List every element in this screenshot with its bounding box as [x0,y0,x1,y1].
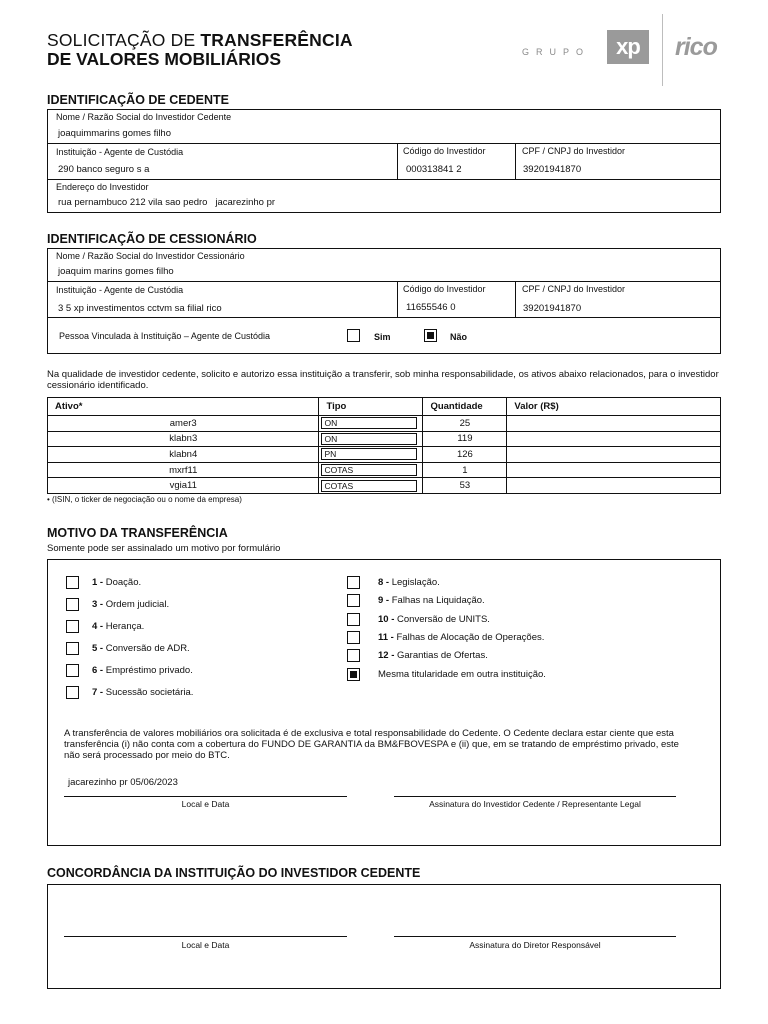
table-row [48,431,721,447]
cessionario-instituicao-label: Instituição - Agente de Custódia [56,285,184,295]
motivo-item-5: 5 - Conversão de ADR. [92,643,190,654]
concordancia-assinatura-line[interactable] [394,936,676,937]
tipo-select[interactable]: ON [321,433,417,445]
valor-cell[interactable] [507,478,721,494]
nao-checkbox[interactable] [424,329,437,342]
tipo-select[interactable]: COTAS [321,464,417,476]
brand-grupo-text: GRUPO [522,47,591,57]
table-row [48,462,721,478]
concordancia-local-data-line[interactable] [64,936,347,937]
table-row [48,416,721,432]
quantidade-cell[interactable]: 126 [423,447,507,463]
valor-cell[interactable] [507,447,721,463]
cedente-nome-field[interactable]: joaquimmarins gomes filho [58,128,171,139]
motivo-item-4: 4 - Herança. [92,621,145,632]
motivo-disclaimer: A transferência de valores mobiliários ora solicitada é de exclusiva e total responsabilidade do Cedente. O Cedente declara estar ciente que esta transferência (i) não conta com a cobertura do FUNDO DE GARANTIA da BM&FBOVESPA e (ii) que, em se tratando de empréstimo privado, este não será processado por meio do BTC. [64,728,679,761]
col-valor-header: Valor (R$) [507,398,721,416]
quantidade-cell[interactable]: 25 [423,416,507,432]
cedente-box [47,109,721,213]
motivo-item-8: 8 - Legislação. [378,577,440,588]
valor-cell[interactable] [507,431,721,447]
sim-label: Sim [374,332,391,342]
quantidade-cell[interactable]: 53 [423,478,507,494]
cedente-cpf-label: CPF / CNPJ do Investidor [522,146,626,156]
motivo-checkbox-mesma-titularidade[interactable] [347,668,360,681]
cessionario-nome-field[interactable]: joaquim marins gomes filho [58,266,174,277]
cessionario-nome-label: Nome / Razão Social do Investidor Cessionário [56,251,245,261]
assinatura-line[interactable] [394,796,676,797]
authorization-text: Na qualidade de investidor cedente, solicito e autorizo essa instituição a transferir, sob minha responsabilidade, os ativos abaixo relacionados, para o investidor cessionário identificado. [47,369,719,391]
motivo-item-11: 11 - Falhas de Alocação de Operações. [378,632,545,643]
tipo-select[interactable]: ON [321,417,417,429]
cedente-codigo-label: Código do Investidor [403,146,486,156]
cessionario-codigo-label: Código do Investidor [403,284,486,294]
cedente-instituicao-field[interactable]: 290 banco seguro s a [58,164,150,175]
motivo-box [47,559,721,846]
cessionario-cpf-label: CPF / CNPJ do Investidor [522,284,626,294]
motivo-item-12: 12 - Garantias de Ofertas. [378,650,488,661]
motivo-item-mesma-titularidade: Mesma titularidade em outra instituição. [378,669,546,680]
motivo-checkbox-10[interactable] [347,613,360,626]
ativo-cell[interactable]: klabn3 [48,431,319,447]
quantidade-cell[interactable]: 1 [423,462,507,478]
cessionario-codigo-field[interactable]: 11655546 0 [406,302,456,313]
valor-cell[interactable] [507,462,721,478]
cedente-nome-label: Nome / Razão Social do Investidor Cedente [56,112,232,122]
motivo-checkbox-6[interactable] [66,664,79,677]
assets-table [47,397,721,494]
motivo-item-7: 7 - Sucessão societária. [92,687,194,698]
form-title-line2: DE VALORES MOBILIÁRIOS [47,49,281,69]
motivo-item-10: 10 - Conversão de UNITS. [378,614,490,625]
col-quantidade-header: Quantidade [423,398,507,416]
motivo-checkbox-9[interactable] [347,594,360,607]
tipo-select[interactable]: PN [321,448,417,460]
cedente-endereco-label: Endereço do Investidor [56,182,149,192]
motivo-checkbox-12[interactable] [347,649,360,662]
cessionario-cpf-field[interactable]: 39201941870 [523,303,582,314]
form-title-line1: SOLICITAÇÃO DE TRANSFERÊNCIA [47,30,353,50]
local-data-label: Local e Data [181,799,230,809]
motivo-checkbox-11[interactable] [347,631,360,644]
sim-checkbox[interactable] [347,329,360,342]
motivo-checkbox-5[interactable] [66,642,79,655]
col-ativo-header: Ativo* [48,398,319,416]
assets-footnote: • (ISIN, o ticker de negociação ou o nome da empresa) [47,495,242,504]
table-row [48,478,721,494]
concordancia-local-data-label: Local e Data [181,940,230,950]
motivo-item-1: 1 - Doação. [92,577,142,588]
table-row [48,447,721,463]
rico-logo: rico [675,33,717,61]
brand-divider [662,14,663,86]
local-data-field[interactable]: jacarezinho pr 05/06/2023 [68,777,178,788]
ativo-cell[interactable]: amer3 [48,416,319,432]
cedente-section-title: IDENTIFICAÇÃO DE CEDENTE [47,93,229,107]
motivo-item-9: 9 - Falhas na Liquidação. [378,595,485,606]
motivo-item-3: 3 - Ordem judicial. [92,599,170,610]
nao-label: Não [450,332,468,342]
cessionario-box [47,248,721,354]
ativo-cell[interactable]: mxrf11 [48,462,319,478]
ativo-cell[interactable]: klabn4 [48,447,319,463]
concordancia-section-title: CONCORDÂNCIA DA INSTITUIÇÃO DO INVESTIDOR CEDENTE [47,866,421,880]
assinatura-label: Assinatura do Investidor Cedente / Representante Legal [429,799,641,809]
quantidade-cell[interactable]: 119 [423,431,507,447]
concordancia-assinatura-label: Assinatura do Diretor Responsável [469,940,601,950]
motivo-checkbox-7[interactable] [66,686,79,699]
cedente-instituicao-label: Instituição - Agente de Custódia [56,147,184,157]
concordancia-box [47,884,721,989]
motivo-subtitle: Somente pode ser assinalado um motivo por formulário [47,543,281,554]
cessionario-instituicao-field[interactable]: 3 5 xp investimentos cctvm sa filial rico [58,303,222,314]
valor-cell[interactable] [507,416,721,432]
motivo-checkbox-1[interactable] [66,576,79,589]
motivo-item-6: 6 - Empréstimo privado. [92,665,193,676]
cessionario-section-title: IDENTIFICAÇÃO DE CESSIONÁRIO [47,232,257,246]
vinculada-label: Pessoa Vinculada à Instituição – Agente de Custódia [59,331,270,341]
cedente-codigo-field[interactable]: 000313841 2 [406,164,462,175]
cedente-endereco-field[interactable]: rua pernambuco 212 vila sao pedro jacarezinho pr [58,197,276,208]
col-tipo-header: Tipo [319,398,423,416]
motivo-checkbox-3[interactable] [66,598,79,611]
local-data-line [64,796,347,797]
motivo-checkbox-8[interactable] [347,576,360,589]
tipo-select[interactable]: COTAS [321,480,417,492]
ativo-cell[interactable]: vgia11 [48,478,319,494]
cedente-cpf-field[interactable]: 39201941870 [523,164,582,175]
motivo-checkbox-4[interactable] [66,620,79,633]
xp-logo: xp [607,30,649,64]
motivo-section-title: MOTIVO DA TRANSFERÊNCIA [47,526,228,540]
